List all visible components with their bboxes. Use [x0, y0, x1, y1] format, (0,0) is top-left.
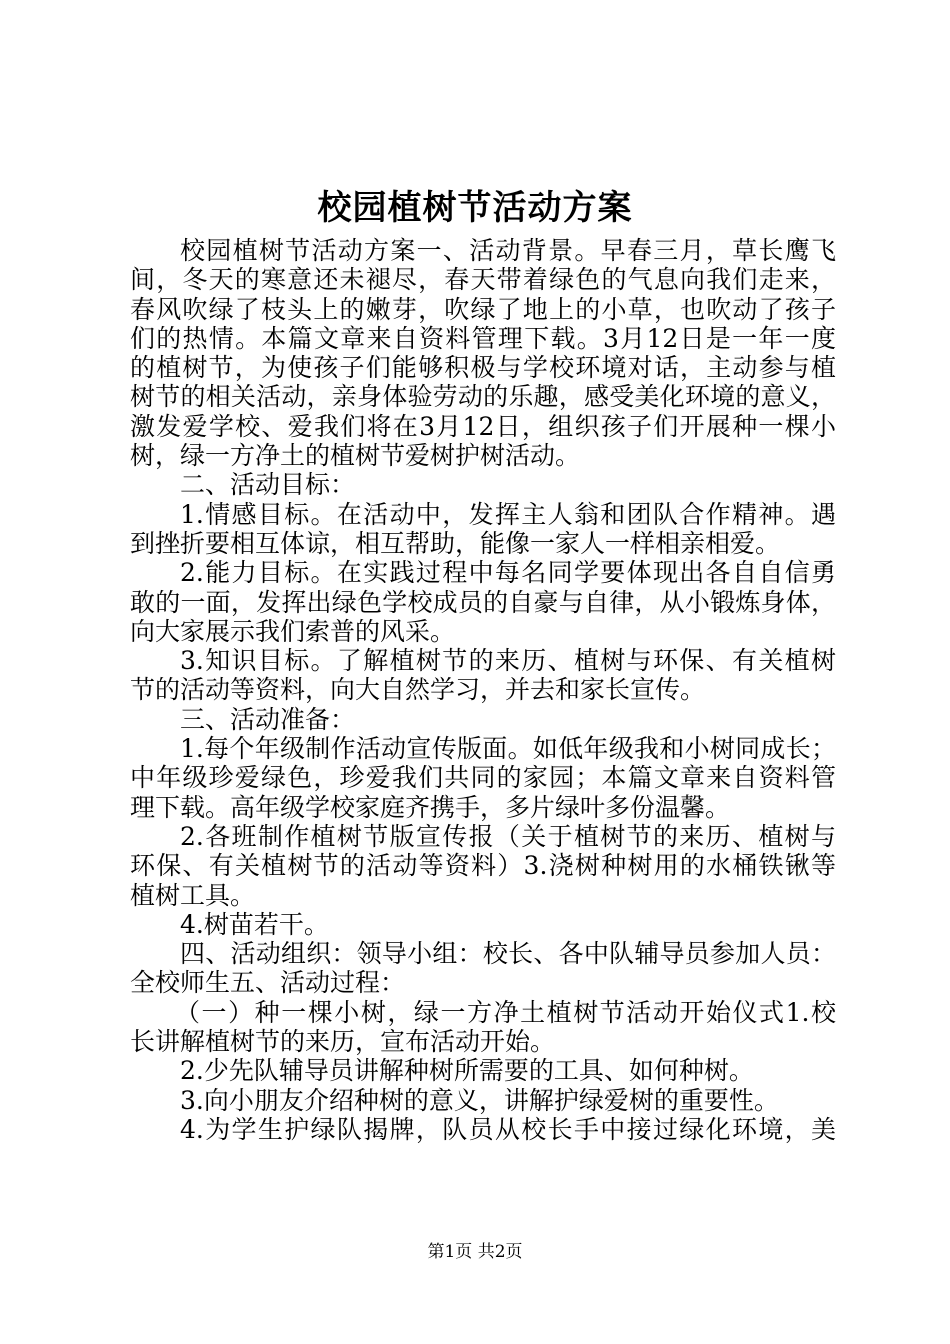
text-line: 理下载。高年级学校家庭齐携手，多片绿叶多份温馨。 — [130, 792, 731, 822]
text-line: 3.知识目标。了解植树节的来历、植树与环保、有关植树 — [180, 646, 836, 676]
text-line: 2.少先队辅导员讲解种树所需要的工具、如何种树。 — [180, 1056, 754, 1086]
text-line: 节的活动等资料，向大自然学习，并去和家长宣传。 — [130, 675, 706, 705]
text-line: 环保、有关植树节的活动等资料）3.浇树种树用的水桶铁锹等 — [130, 851, 836, 881]
text-line: 树，绿一方净土的植树节爱树护树活动。 — [130, 441, 581, 471]
text-line: 间，冬天的寒意还未褪尽，春天带着绿色的气息向我们走来， — [130, 265, 836, 295]
text-line: 校园植树节活动方案一、活动背景。早春三月，草长鹰飞 — [180, 236, 836, 265]
text-line: 长讲解植树节的来历，宣布活动开始。 — [130, 1027, 556, 1057]
text-line: 1.每个年级制作活动宣传版面。如低年级我和小树同成长； — [180, 734, 836, 764]
text-line: 向大家展示我们索普的风采。 — [130, 616, 456, 646]
text-line: 中年级珍爱绿色，珍爱我们共同的家园；本篇文章来自资料管 — [130, 763, 836, 793]
text-line: 到挫折要相互体谅，相互帮助，能像一家人一样相亲相爱。 — [130, 528, 781, 558]
text-line: 2.能力目标。在实践过程中每名同学要体现出各自自信勇 — [180, 558, 836, 588]
text-line: 激发爱学校、爱我们将在3月12日，组织孩子们开展种一棵小 — [130, 411, 836, 441]
text-line: 4.树苗若干。 — [180, 909, 329, 939]
section-heading: 四、活动组织：领导小组：校长、各中队辅导员参加人员： — [180, 939, 836, 969]
text-line: 们的热情。本篇文章来自资料管理下载。3月12日是一年一度 — [130, 323, 836, 353]
section-heading: 二、活动目标： — [180, 470, 356, 500]
document-body — [130, 236, 836, 1144]
page-title: 校园植树节活动方案 — [317, 188, 633, 228]
section-heading: 三、活动准备： — [180, 704, 356, 734]
text-line: 植树工具。 — [130, 880, 256, 910]
page-footer: 第1页 共2页 — [427, 1242, 523, 1262]
text-line: 1.情感目标。在活动中，发挥主人翁和团队合作精神。遇 — [180, 499, 836, 529]
text-line: 全校师生五、活动过程： — [130, 968, 406, 998]
text-line: 2.各班制作植树节版宣传报（关于植树节的来历、植树与 — [180, 821, 836, 851]
text-line: 敢的一面，发挥出绿色学校成员的自豪与自律，从小锻炼身体， — [130, 587, 836, 617]
text-line: 3.向小朋友介绍种树的意义，讲解护绿爱树的重要性。 — [180, 1085, 779, 1115]
text-line: 春风吹绿了枝头上的嫩芽，吹绿了地上的小草，也吹动了孩子 — [130, 294, 836, 324]
text-line: 4.为学生护绿队揭牌，队员从校长手中接过绿化环境，美 — [180, 1114, 836, 1144]
text-line: （一）种一棵小树，绿一方净土植树节活动开始仪式1.校 — [175, 997, 836, 1027]
text-line: 的植树节，为使孩子们能够积极与学校环境对话，主动参与植 — [130, 353, 836, 383]
text-line: 树节的相关活动，亲身体验劳动的乐趣，感受美化环境的意义， — [130, 382, 836, 412]
